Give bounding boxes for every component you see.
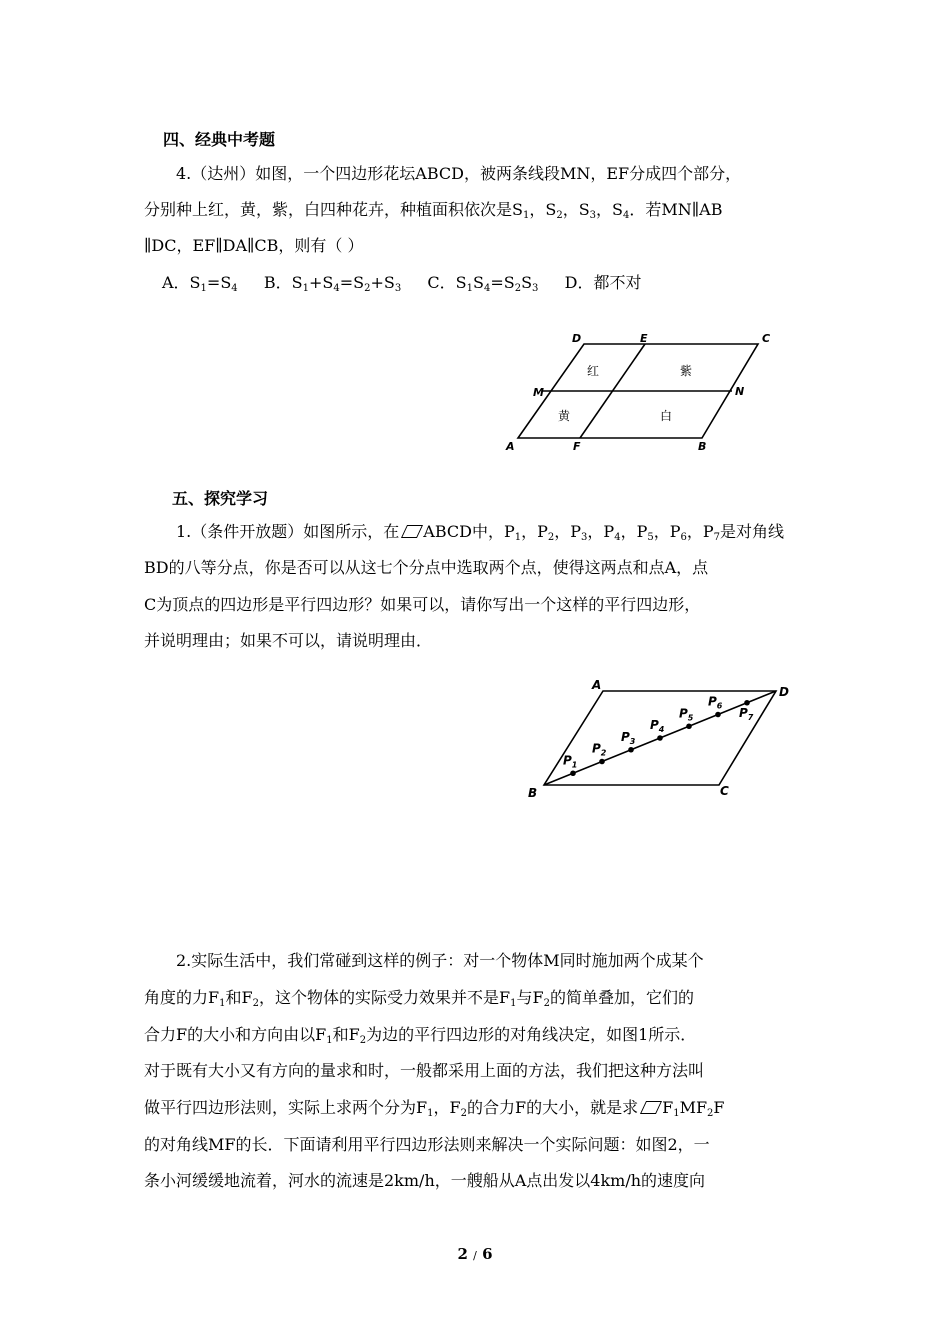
q2-line4: 对于既有大小又有方向的量求和时，一般都采用上面的方法，我们把这种方法叫	[144, 1061, 705, 1080]
division-point-p1	[570, 770, 576, 776]
q2-line2: 角度的力$F_1$和$F_2$，这个物体的实际受力效果并不是$F_1$与$F_2$的简单叠加，它们的	[144, 988, 694, 1009]
label-b: B	[698, 440, 707, 453]
label-a: A	[592, 678, 602, 692]
region-purple: 紫	[680, 364, 693, 378]
option-a: A．$S_1=S_4$	[162, 273, 238, 294]
label-p2: $P_2$	[592, 741, 607, 758]
option-c: C．$S_1S_4=S_2S_3$	[427, 273, 539, 294]
label-p1: $P_1$	[563, 753, 578, 770]
q4-line2: 分别种上红，黄，紫，白四种花卉，种植面积依次是$S_1$，$S_2$，$S_3$，$S_4$．若MN∥AB	[144, 200, 723, 221]
q1-line3: C为顶点的四边形是平行四边形？如果可以，请你写出一个这样的平行四边形，	[144, 595, 701, 614]
q1-figure	[520, 672, 810, 807]
parallelogram-symbol	[640, 1101, 662, 1114]
label-c: C	[762, 332, 771, 345]
label-p4: $P_4$	[650, 718, 665, 734]
q2-line7: 条小河缓缓地流着，河水的流速是2km/h，一艘船从A点出发以4km/h的速度向	[144, 1171, 706, 1190]
label-m: M	[533, 386, 544, 399]
q1-line1: 1.（条件开放题）如图所示，在 ABCD中，$P_1$，$P_2$，$P_3$，$P_4$，$P_5$，$P_6$，$P_7$是对角线	[176, 522, 785, 543]
q2-line6: 的对角线MF的长．下面请利用平行四边形法则来解决一个实际问题：如图2，一	[144, 1135, 710, 1154]
q4-figure	[500, 328, 790, 458]
label-p3: $P_3$	[621, 729, 636, 746]
label-c: C	[720, 784, 729, 798]
division-point-p3	[628, 747, 634, 753]
label-d: D	[572, 332, 582, 345]
division-point-p6	[715, 712, 721, 718]
option-d: D．都不对	[564, 273, 642, 292]
label-p5: $P_5$	[679, 706, 694, 723]
section4-heading: 四、经典中考题	[163, 130, 276, 149]
label-f: F	[573, 440, 581, 453]
q4-line1: 4.（达州）如图，一个四边形花坛ABCD，被两条线段MN，EF分成四个部分，	[176, 164, 742, 183]
page-number: 2 / 6	[457, 1245, 493, 1263]
parallelogram-symbol	[401, 525, 423, 538]
label-p7: $P_7$	[739, 705, 754, 722]
label-b: B	[528, 786, 538, 800]
division-point-p7	[744, 700, 750, 706]
q2-line5: 做平行四边形法则，实际上求两个分为$F_1$，$F_2$的合力F的大小，就是求 $F_1MF_2F$	[144, 1098, 725, 1119]
region-white: 白	[660, 409, 673, 423]
section5-heading: 五、探究学习	[172, 489, 269, 508]
label-p6: $P_6$	[708, 694, 723, 711]
label-a: A	[506, 440, 515, 453]
q2-line3: 合力F的大小和方向由以$F_1$和$F_2$为边的平行四边形的对角线决定，如图1所示．	[144, 1025, 697, 1046]
q4-options	[162, 273, 827, 293]
region-red: 红	[587, 364, 600, 378]
division-point-p5	[686, 723, 692, 729]
division-point-p2	[599, 759, 605, 765]
label-d: D	[779, 685, 789, 699]
label-n: N	[735, 385, 745, 398]
region-yellow: 黄	[558, 409, 571, 423]
division-point-p4	[657, 735, 663, 741]
label-e: E	[640, 332, 648, 345]
q2-line1: 2.实际生活中，我们常碰到这样的例子：对一个物体M同时施加两个成某个	[176, 951, 704, 970]
q1-line2: BD的八等分点，你是否可以从这七个分点中选取两个点，使得这两点和点A，点	[144, 558, 709, 577]
q4-line3: ∥DC，EF∥DA∥CB，则有（ ）	[144, 236, 364, 255]
option-b: B．$S_1+S_4=S_2+S_3$	[263, 273, 402, 294]
q1-line4: 并说明理由；如果不可以，请说明理由．	[144, 631, 433, 650]
